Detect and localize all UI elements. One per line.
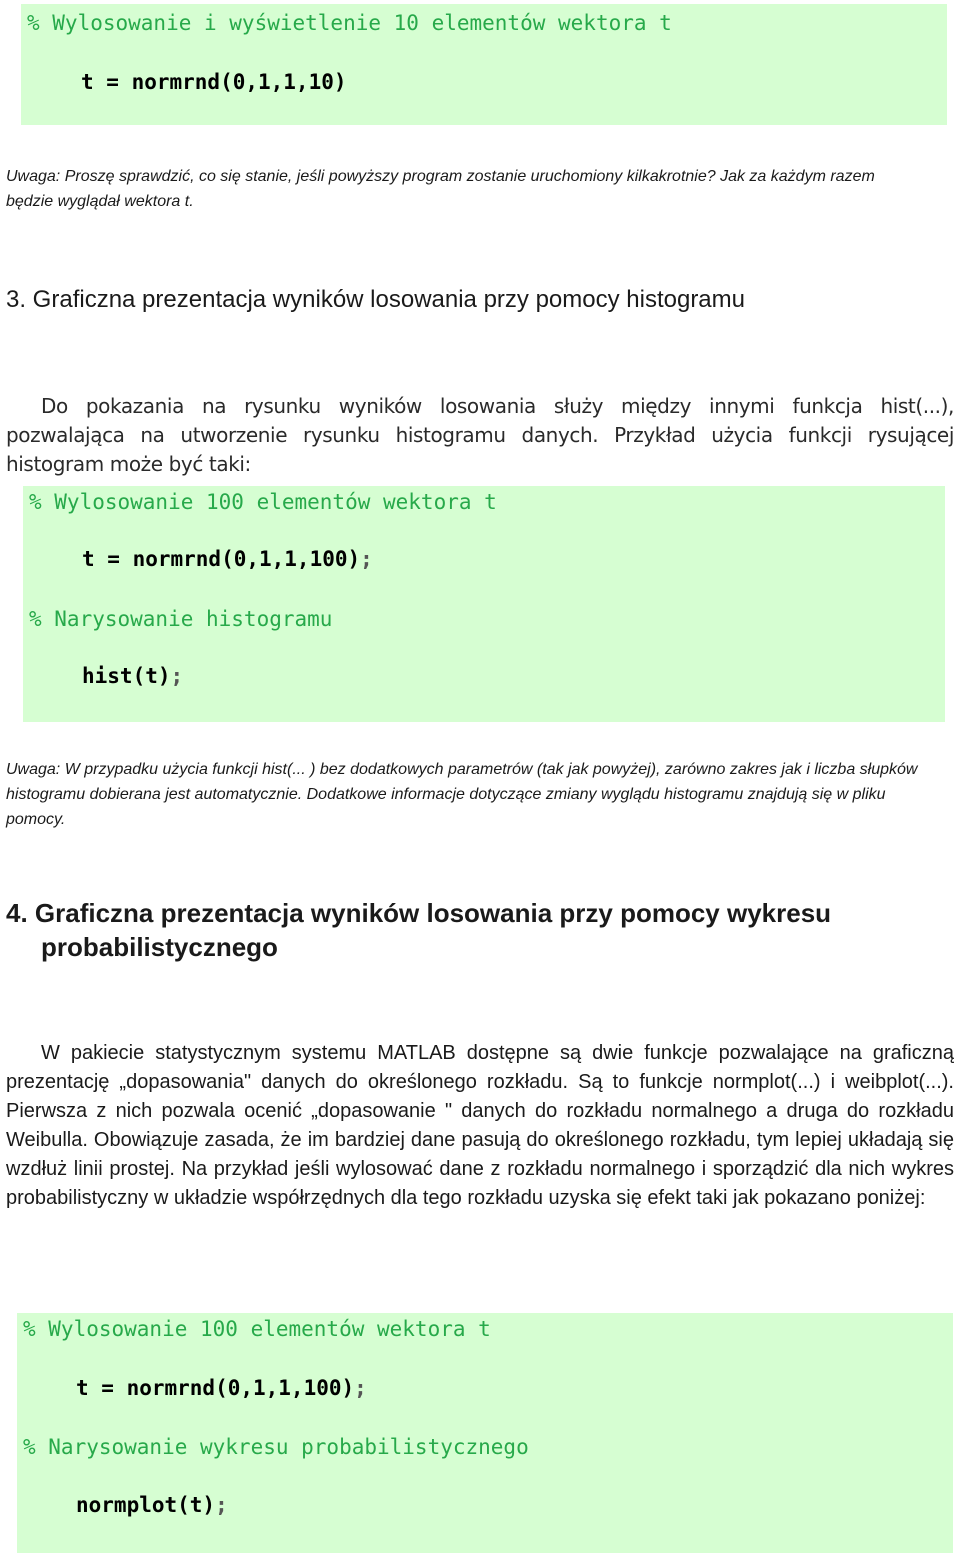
section-3-heading: 3. Graficzna prezentacja wyników losowania przy pomocy histogramu: [6, 286, 745, 313]
code-block-1: [21, 4, 947, 125]
code-statement: normplot(t);: [76, 1493, 228, 1517]
code-block-3: [17, 1313, 953, 1553]
note-run-multiple: Uwaga: Proszę sprawdzić, co się stanie, jeśli powyższy program zostanie uruchomiony kilkakrotnie? Jak za każdym razem będzie wyglądał wektora t.: [6, 168, 875, 210]
code-statement: t = normrnd(0,1,1,100);: [76, 1376, 367, 1400]
code-statement: t = normrnd(0,1,1,100);: [82, 547, 373, 571]
code-comment: % Wylosowanie 100 elementów wektora t: [23, 1317, 491, 1341]
section-3-paragraph: Do pokazania na rysunku wyników losowania służy między innymi funkcja hist(...), pozwalająca na utworzenie rysunku histogramu danych. Przykład użycia funkcji rysującej histogram może być taki:: [6, 394, 954, 476]
section-4-paragraph: W pakiecie statystycznym systemu MATLAB dostępne są dwie funkcje pozwalające na graficzną prezentację „dopasowania" danych do określonego rozkładu. Są to funkcje normplot(...) i weibplot(...). Pierwsza z nich pozwala ocenić „dopasowanie " danych do rozkładu normalnego a druga do rozkładu Weibulla. Obowiązuje zasada, że im bardziej dane pasują do określonego rozkładu, tym lepiej układają się wzdłuż linii prostej. Na przykład jeśli wylosować dane z rozkładu normalnego i sporządzić dla nich wykres probabilistyczny w układzie współrzędnych dla tego rozkładu uzyska się efekt taki jak pokazano poniżej:: [6, 1042, 954, 1209]
section-4-heading: [6, 896, 831, 964]
code-comment: % Narysowanie histogramu: [29, 607, 333, 631]
code-block-2: [23, 486, 945, 722]
code-comment: % Wylosowanie 100 elementów wektora t: [29, 490, 497, 514]
code-comment: % Narysowanie wykresu probabilistycznego: [23, 1435, 529, 1459]
section-4-heading-line-1: 4. Graficzna prezentacja wyników losowania przy pomocy wykresu: [6, 898, 832, 928]
code-statement: t = normrnd(0,1,1,10): [81, 70, 347, 94]
code-statement: hist(t);: [82, 664, 184, 688]
note-hist-defaults: Uwaga: W przypadku użycia funkcji hist(... ) bez dodatkowych parametrów (tak jak powyżej), zarówno zakres jak i liczba słupków histogramu dobierana jest automatycznie. Dodatkowe informacje dotyczące zmiany wyglądu histogramu znajdują się w pliku pomocy.: [6, 761, 918, 828]
code-comment: % Wylosowanie i wyświetlenie 10 elementów wektora t: [27, 11, 672, 35]
section-4-heading-line-2: probabilistycznego: [41, 932, 278, 962]
